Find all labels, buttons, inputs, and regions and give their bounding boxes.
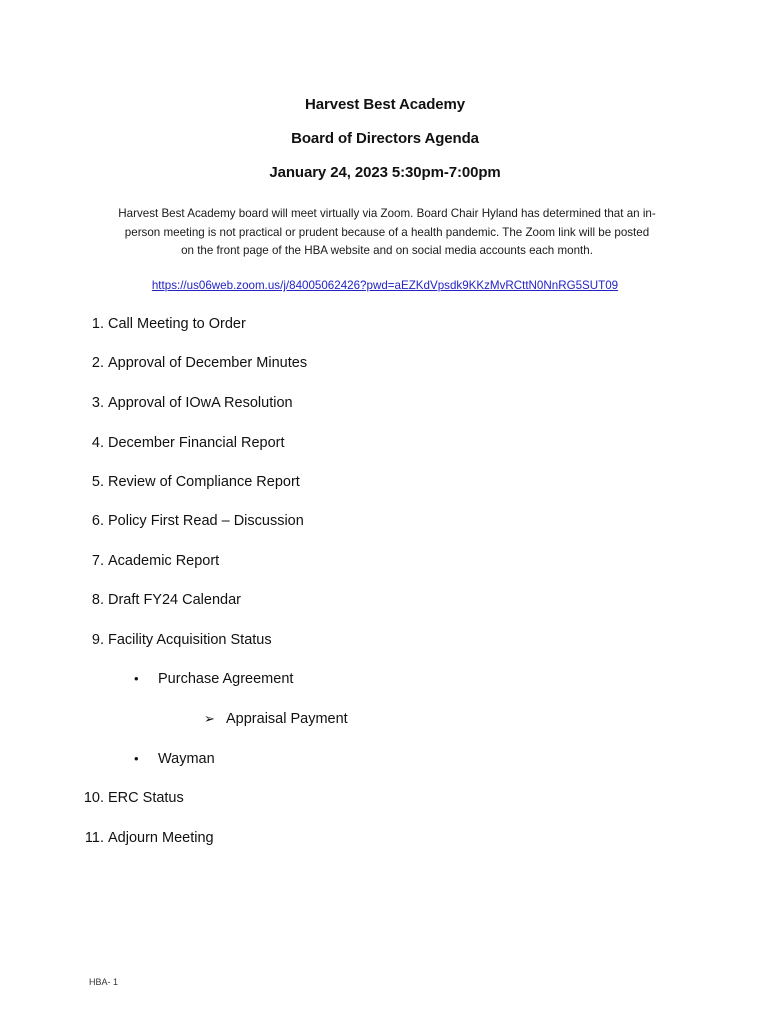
bullet-icon: •: [134, 751, 139, 766]
agenda-item-label: Policy First Read – Discussion: [108, 513, 304, 529]
agenda-item-number: 6.: [91, 513, 104, 529]
agenda-item-label: Approval of IOwA Resolution: [108, 395, 293, 411]
agenda-item-number: 4.: [91, 435, 104, 451]
bullet-icon: •: [134, 671, 139, 686]
agenda-item-number: 9.: [91, 632, 104, 648]
agenda-item-facility-acquisition: [82, 632, 272, 648]
agenda-item-december-minutes: [82, 355, 307, 371]
agenda-item-number: 3.: [91, 395, 104, 411]
agenda-item-label: Draft FY24 Calendar: [108, 592, 241, 608]
agenda-title: Board of Directors Agenda: [291, 130, 479, 147]
agenda-item-compliance-report: [82, 474, 300, 490]
agenda-item-number: 7.: [91, 553, 104, 569]
intro-line: on the front page of the HBA website and on social media accounts each month.: [181, 244, 593, 257]
agenda-item-label: Call Meeting to Order: [108, 316, 246, 332]
agenda-item-academic-report: [82, 553, 219, 569]
sub-item-label: Appraisal Payment: [226, 711, 348, 727]
meeting-intro-paragraph: [88, 205, 686, 261]
agenda-item-label: ERC Status: [108, 790, 184, 806]
agenda-item-label: Facility Acquisition Status: [108, 632, 272, 648]
agenda-item-iowa-resolution: [82, 395, 293, 411]
intro-line: Harvest Best Academy board will meet virtually via Zoom. Board Chair Hyland has determined that an in-: [118, 207, 656, 220]
agenda-item-label: Review of Compliance Report: [108, 474, 300, 490]
agenda-item-number: 10.: [83, 790, 104, 806]
sub-item-appraisal-payment: [204, 711, 348, 727]
agenda-item-adjourn: [82, 830, 214, 846]
arrow-bullet-icon: ➢: [204, 711, 215, 726]
agenda-item-erc-status: [82, 790, 184, 806]
agenda-item-number: 2.: [91, 355, 104, 371]
agenda-item-label: Approval of December Minutes: [108, 355, 308, 371]
agenda-item-policy-first-read: [82, 513, 304, 529]
agenda-item-label: Adjourn Meeting: [108, 830, 214, 846]
agenda-item-financial-report: [82, 435, 285, 451]
sub-item-label: Purchase Agreement: [158, 671, 294, 687]
agenda-item-number: 8.: [91, 592, 104, 608]
page-footer-label: HBA- 1: [89, 977, 119, 987]
sub-item-wayman: [134, 751, 215, 767]
agenda-item-number: 1.: [91, 316, 104, 332]
agenda-item-number: 5.: [91, 474, 104, 490]
intro-line: person meeting is not practical or prudent because of a health pandemic. The Zoom link will be posted: [124, 225, 650, 239]
zoom-meeting-link[interactable]: https://us06web.zoom.us/j/84005062426?pwd=aEZKdVpsdk9KKzMvRCttN0NnRG5SUT09: [151, 279, 619, 292]
org-title: Harvest Best Academy: [304, 96, 466, 113]
sub-item-label: Wayman: [158, 751, 215, 767]
meeting-date-time: January 24, 2023 5:30pm-7:00pm: [269, 164, 501, 181]
agenda-item-label: Academic Report: [108, 553, 220, 569]
agenda-item-call-to-order: [82, 316, 246, 332]
sub-item-purchase-agreement: [134, 671, 293, 687]
agenda-item-fy24-calendar: [82, 592, 241, 608]
agenda-item-number: 11.: [84, 830, 104, 846]
zoom-link-row: [0, 279, 770, 292]
agenda-item-label: December Financial Report: [108, 435, 285, 451]
